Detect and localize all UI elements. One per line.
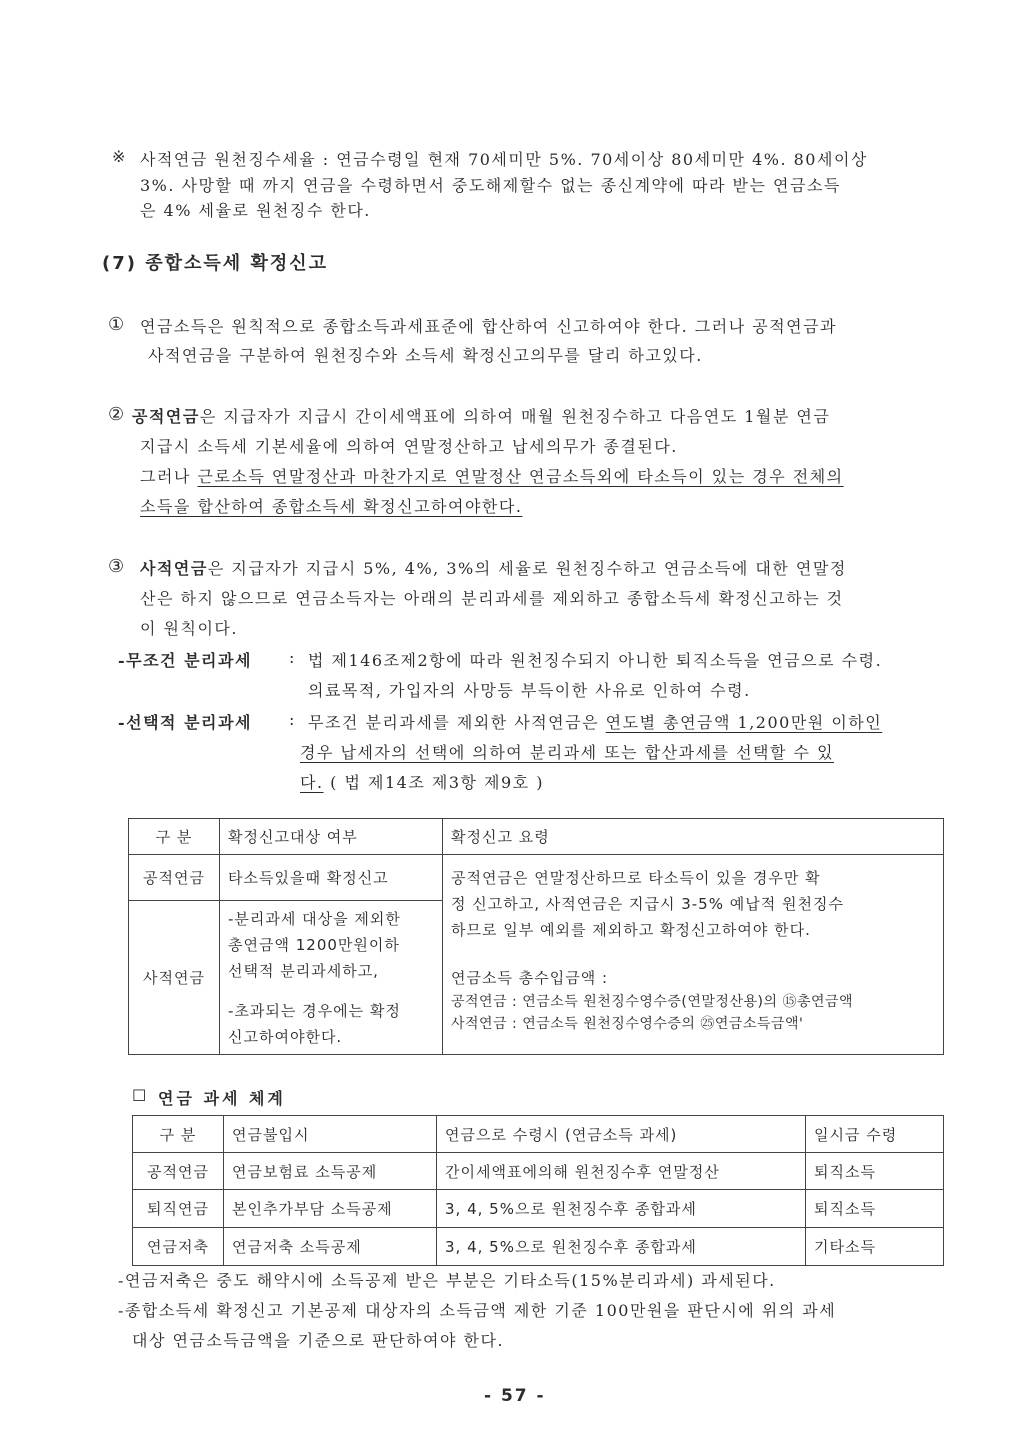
item1-line-2: 사적연금을 구분하여 원천징수와 소득세 확정신고의무를 달리 하고있다. bbox=[148, 346, 703, 365]
optional-line-1-underlined: 연도별 총연금액 1,200만원 이하인 bbox=[605, 713, 883, 732]
table-cell: 기타소득 bbox=[806, 1228, 944, 1266]
unconditional-label: -무조건 분리과세 bbox=[118, 651, 252, 670]
table-cell: 공적연금 bbox=[133, 1153, 224, 1190]
optional-line-3-rest: ( 법 제14조 제3항 제9호 ) bbox=[330, 773, 544, 792]
item2-line-3-underlined: 근로소득 연말정산과 마찬가지로 연말정산 연금소득외에 타소득이 있는 경우 전체의 bbox=[197, 467, 844, 486]
filing-method-cell bbox=[443, 855, 944, 1055]
method-line: 공적연금은 연말정산하므로 타소득이 있을 경우만 확 bbox=[451, 869, 821, 887]
table-cell: 퇴직연금 bbox=[133, 1190, 224, 1228]
footnote-2: -종합소득세 확정신고 기본공제 대상자의 소득금액 제한 기준 100만원을 판단시에 위의 과세 bbox=[118, 1301, 837, 1320]
item2-line-4: 소득을 합산하여 종합소득세 확정신고하여야한다. bbox=[140, 497, 523, 516]
income-title: 연금소득 총수입금액 : bbox=[451, 969, 609, 987]
method-line: 하므로 일부 예외를 제외하고 확정신고하여야 한다. bbox=[451, 921, 811, 939]
note-line-3: 은 4% 세율로 원천징수 한다. bbox=[140, 201, 371, 220]
table-cell: 본인추가부담 소득공제 bbox=[224, 1190, 437, 1228]
section-title: (7) 종합소득세 확정신고 bbox=[102, 253, 329, 274]
optional-line-3-underlined: 다. bbox=[300, 773, 324, 792]
target-line: -분리과세 대상을 제외한 bbox=[228, 909, 401, 928]
item2-bold-term: 공적연금 bbox=[132, 407, 200, 426]
table-row bbox=[133, 1153, 944, 1190]
checkbox-icon: ☐ bbox=[132, 1086, 147, 1105]
optional-line-2: 경우 납세자의 선택에 의하여 분리과세 또는 합산과세를 선택할 수 있 bbox=[300, 743, 835, 762]
item3-line-1-rest: 은 지급자가 지급시 5%, 4%, 3%의 세율로 원천징수하고 연금소득에 대한 연말정 bbox=[207, 559, 847, 578]
table-row bbox=[133, 1228, 944, 1266]
item3-line-1 bbox=[140, 556, 847, 579]
table-header-cell: 연금으로 수령시 (연금소득 과세) bbox=[437, 1116, 806, 1153]
page-number: - 57 - bbox=[484, 1386, 546, 1406]
item3-line-3: 이 원칙이다. bbox=[140, 619, 238, 638]
table-header-cell: 구 분 bbox=[129, 819, 220, 855]
item2-line-1 bbox=[132, 404, 830, 427]
pension-tax-table bbox=[132, 1115, 944, 1266]
item3-bold-term: 사적연금 bbox=[140, 559, 208, 578]
table-cell: 3, 4, 5%으로 원천징수후 종합과세 bbox=[437, 1228, 806, 1266]
table-cell: 퇴직소득 bbox=[806, 1190, 944, 1228]
table-header-row bbox=[133, 1116, 944, 1153]
method-line: 정 신고하고, 사적연금은 지급시 3-5% 예납적 원천징수 bbox=[451, 895, 844, 913]
table-cell: 연금저축 소득공제 bbox=[224, 1228, 437, 1266]
public-pension-target: 타소득있을때 확정신고 bbox=[220, 855, 443, 901]
item2-line-2: 지급시 소득세 기본세율에 의하여 연말정산하고 납세의무가 종결된다. bbox=[140, 437, 678, 456]
table-cell: 3, 4, 5%으로 원천징수후 종합과세 bbox=[437, 1190, 806, 1228]
note-line-2: 3%. 사망할 때 까지 연금을 수령하면서 중도해제할수 없는 종신계약에 따라 받는 연금소득 bbox=[140, 176, 841, 195]
public-pension-label: 공적연금 bbox=[129, 855, 220, 901]
table-header-cell: 확정신고 요령 bbox=[443, 819, 944, 855]
table-cell: 연금보험료 소득공제 bbox=[224, 1153, 437, 1190]
item1-line-1: 연금소득은 원칙적으로 종합소득과세표준에 합산하여 신고하여야 한다. 그러나 공적연금과 bbox=[140, 317, 838, 336]
table-header-row bbox=[129, 819, 944, 855]
table-header-cell: 구 분 bbox=[133, 1116, 224, 1153]
private-pension-label: 사적연금 bbox=[129, 901, 220, 1055]
table-header-cell: 일시금 수령 bbox=[806, 1116, 944, 1153]
item2-line-3-prefix: 그러나 bbox=[140, 467, 191, 486]
pension-tax-title: 연금 과세 체계 bbox=[158, 1089, 286, 1108]
target-line: -초과되는 경우에는 확정 bbox=[228, 1001, 401, 1020]
footnote-1: -연금저축은 중도 해약시에 소득공제 받은 부분은 기타소득(15%분리과세) 과세된다. bbox=[118, 1271, 776, 1290]
footnote-3: 대상 연금소득금액을 기준으로 판단하여야 한다. bbox=[132, 1331, 505, 1350]
unconditional-line-1: 법 제146조제2항에 따라 원천징수되지 아니한 퇴직소득을 연금으로 수령. bbox=[308, 651, 883, 670]
optional-line-1 bbox=[308, 710, 882, 733]
table-row bbox=[133, 1190, 944, 1228]
target-line: 신고하여야한다. bbox=[228, 1027, 343, 1046]
item1-number: ① bbox=[108, 314, 126, 335]
item3-line-2: 산은 하지 않으므로 연금소득자는 아래의 분리과세를 제외하고 종합소득세 확정신고하는 것 bbox=[140, 589, 844, 608]
private-pension-target bbox=[220, 901, 443, 1055]
item3-number: ③ bbox=[108, 556, 126, 577]
item2-number: ② bbox=[108, 404, 126, 425]
table-cell: 간이세액표에의해 원천징수후 연말정산 bbox=[437, 1153, 806, 1190]
filing-requirement-table bbox=[128, 818, 944, 1055]
unconditional-line-2: 의료목적, 가입자의 사망등 부득이한 사유로 인하여 수령. bbox=[308, 681, 751, 700]
income-public: 공적연금 : 연금소득 원천징수영수증(연말정산용)의 ⑮총연금액 bbox=[451, 994, 854, 1010]
optional-line-3 bbox=[300, 770, 544, 793]
item2-line-3 bbox=[140, 464, 844, 487]
note-mark: ※ bbox=[112, 147, 127, 166]
optional-label: -선택적 분리과세 bbox=[118, 713, 252, 732]
income-private: 사적연금 : 연금소득 원천징수영수증의 ㉕연금소득금액' bbox=[451, 1016, 804, 1032]
optional-colon: : bbox=[289, 710, 296, 729]
unconditional-colon: : bbox=[289, 648, 296, 667]
item2-line-1-rest: 은 지급자가 지급시 간이세액표에 의하여 매월 원천징수하고 다음연도 1월분 연금 bbox=[199, 407, 831, 426]
target-line: 총연금액 1200만원이하 bbox=[228, 935, 400, 954]
note-line-1: 사적연금 원천징수세율 : 연금수령일 현재 70세미만 5%. 70세이상 80세미만 4%. 80세이상 bbox=[140, 150, 868, 169]
optional-line-1-plain: 무조건 분리과세를 제외한 사적연금은 bbox=[308, 713, 600, 732]
table-header-cell: 연금불입시 bbox=[224, 1116, 437, 1153]
table-cell: 퇴직소득 bbox=[806, 1153, 944, 1190]
table-cell: 연금저축 bbox=[133, 1228, 224, 1266]
table-row bbox=[129, 855, 944, 901]
target-line: 선택적 분리과세하고, bbox=[228, 961, 379, 980]
table-header-cell: 확정신고대상 여부 bbox=[220, 819, 443, 855]
